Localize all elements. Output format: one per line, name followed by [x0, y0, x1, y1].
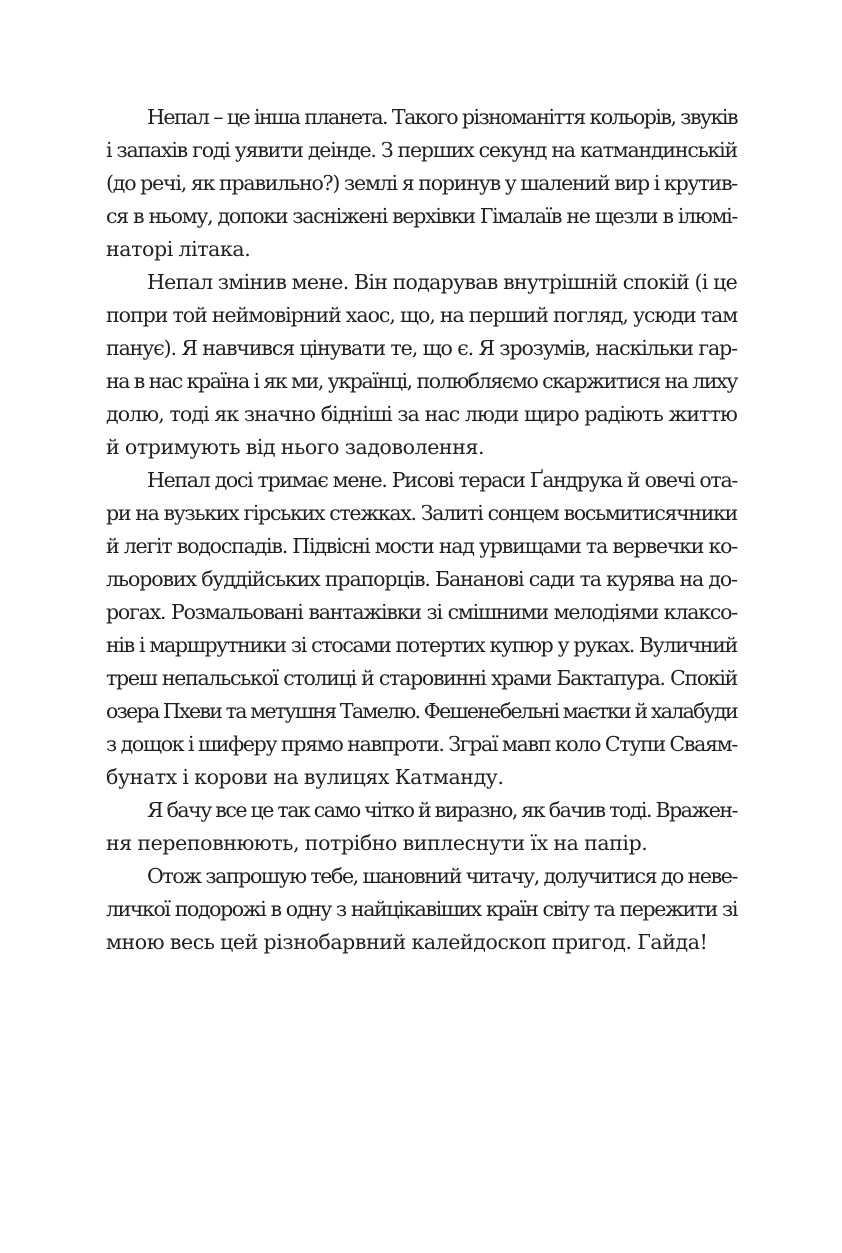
text-line: ня переповнюють, потрібно виплеснути їх на папір. [106, 831, 648, 855]
text-line: з дощок і шиферу прямо навпроти. Зграї мавп коло Ступи Сваям- [106, 732, 737, 756]
paragraph-5 [106, 860, 737, 959]
paragraph-4 [106, 794, 737, 860]
text-line: Я бачу все це так само чітко й виразно, як бачив тоді. Вражен- [147, 798, 737, 822]
text-line: ри на вузьких гірських стежках. Залиті сонцем восьмитисячники [106, 501, 737, 525]
text-line: озера Пхеви та метушня Тамелю. Фешенебельні маєтки й халабуди [106, 699, 737, 723]
text-line: ся в ньому, допоки засніжені верхівки Гімалаїв не щезли в ілюмі- [106, 204, 737, 228]
text-line: Непал – це інша планета. Такого різноманіття кольорів, звуків [147, 105, 737, 129]
text-line: на в нас країна і як ми, українці, полюбляємо скаржитися на лиху [106, 369, 737, 393]
text-line: наторі літака. [106, 237, 251, 261]
text-line: рогах. Розмальовані вантажівки зі смішними мелодіями клаксо- [106, 600, 737, 624]
text-line: мною весь цей різнобарвний калейдоскоп пригод. Гайда! [106, 930, 708, 954]
text-line: нів і маршрутники зі стосами потертих купюр у руках. Вуличний [106, 633, 737, 657]
text-line: бунатх і корови на вулицях Катманду. [106, 765, 504, 789]
text-line: панує). Я навчився цінувати те, що є. Я зрозумів, наскільки гар- [106, 336, 737, 360]
text-line: й легіт водоспадів. Підвісні мости над урвищами та вервечки ко- [106, 534, 737, 558]
text-line: Непал досі тримає мене. Рисові тераси Ґандрука й овечі ота- [147, 468, 737, 492]
text-line: Отож запрошую тебе, шановний читачу, долучитися до неве- [147, 864, 737, 888]
text-line: льорових буддійських прапорців. Бананові сади та курява на до- [106, 567, 737, 591]
text-line: й отримують від нього задоволення. [106, 435, 485, 459]
text-line: попри той неймовірний хаос, що, на перший погляд, усюди там [106, 303, 738, 327]
body-text [106, 101, 737, 959]
text-line: і запахів годі уявити деінде. З перших секунд на катмандинській [106, 138, 737, 162]
paragraph-2 [106, 266, 737, 464]
text-line: Непал змінив мене. Він подарував внутрішній спокій (і це [147, 270, 737, 294]
text-line: долю, тоді як значно бідніші за нас люди щиро радіють життю [106, 402, 737, 426]
paragraph-1 [106, 101, 737, 266]
paragraph-3 [106, 464, 737, 794]
text-line: треш непальської столиці й старовинні храми Бактапура. Спокій [106, 666, 737, 690]
text-line: (до речі, як правильно?) землі я поринув у шалений вир і крутив- [106, 171, 738, 195]
text-line: личкої подорожі в одну з найцікавіших країн світу та пережити зі [106, 897, 737, 921]
